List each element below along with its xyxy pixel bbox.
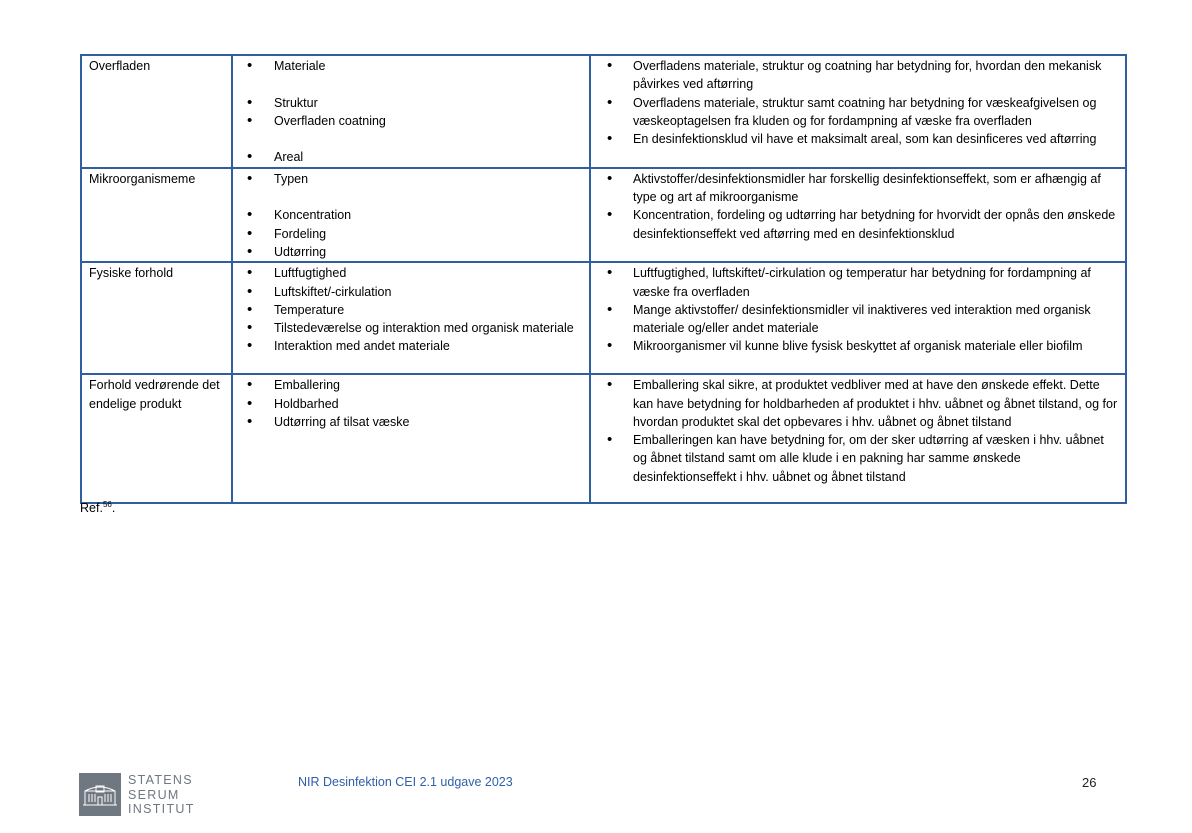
list-item: • Struktur — [240, 94, 583, 112]
list-item: • Interaktion med andet materiale — [240, 337, 583, 355]
list-item: • En desinfektionsklud vil have et maksimalt areal, som kan desinficeres ved aftørring — [598, 130, 1119, 148]
notes-cell — [590, 55, 1126, 168]
list-item: • Fordeling — [240, 225, 583, 243]
items-cell — [232, 262, 590, 374]
building-icon — [79, 773, 121, 816]
list-item: • Overfladens materiale, struktur samt coatning har betydning for væskeafgivelsen og væskeoptagelsen fra kluden og for fordampning af væske fra overfladen — [598, 94, 1119, 131]
list-item: • Luftskiftet/-cirkulation — [240, 283, 583, 301]
factor-cell: Mikroorganismeme — [81, 168, 232, 262]
logo-line: SERUM — [128, 787, 180, 802]
factor-cell: Overfladen — [81, 55, 232, 168]
list-item: • Mange aktivstoffer/ desinfektionsmidler vil inaktiveres ved interaktion med organisk materiale og/eller andet materiale — [598, 301, 1119, 338]
list-item: • Aktivstoffer/desinfektionsmidler har forskellig desinfektionseffekt, som er afhængig af type og art af mikroorganisme — [598, 170, 1119, 207]
list-item: • Tilstedeværelse og interaktion med organisk materiale — [240, 319, 583, 337]
list-item: • Mikroorganismer vil kunne blive fysisk beskyttet af organisk materiale eller biofilm — [598, 337, 1119, 355]
list-item: • Areal — [240, 148, 583, 166]
factors-table — [80, 54, 1127, 504]
factor-cell: Forhold vedrørende det endelige produkt — [81, 374, 232, 503]
list-item: • Koncentration, fordeling og udtørring har betydning for hvorvidt der opnås den ønskede desinfektionseffekt ved aftørring med en desinfektionsklud — [598, 206, 1119, 243]
list-item: • Overfladens materiale, struktur og coatning har betydning for, hvordan den mekanisk påvirkes ved aftørring — [598, 57, 1119, 94]
document-title: NIR Desinfektion CEI 2.1 udgave 2023 — [298, 775, 513, 789]
notes-cell — [590, 262, 1126, 374]
table-row — [81, 55, 1126, 168]
notes-cell — [590, 168, 1126, 262]
items-cell — [232, 168, 590, 262]
logo-line: INSTITUT — [128, 802, 195, 816]
list-item: • Udtørring af tilsat væske — [240, 413, 583, 431]
list-item: • Emballering skal sikre, at produktet vedbliver med at have den ønskede effekt. Dette kan have betydning for holdbarheden af produktet i hhv. uåbnet og åbnet tilstand, og for hvordan produktet skal det opbevares i hhv. uåbnet og åbnet tilstand — [598, 376, 1119, 431]
list-item: • Overfladen coatning — [240, 112, 583, 130]
items-cell — [232, 55, 590, 168]
table-row — [81, 374, 1126, 503]
items-cell — [232, 374, 590, 503]
list-item: • Koncentration — [240, 206, 583, 224]
reference-number: 56 — [102, 500, 112, 509]
ssi-logo — [79, 773, 195, 817]
reference-label: Ref. — [80, 501, 103, 515]
table-row — [81, 262, 1126, 374]
list-item: • Emballeringen kan have betydning for, om der sker udtørring af væsken i hhv. uåbnet og åbnet tilstand samt om alle klude i en pakning har samme ønskede desinfektionseffekt i hhv. uåbnet og åbnet tilstand — [598, 431, 1119, 486]
list-item: • Holdbarhed — [240, 395, 583, 413]
logo-line: STATENS — [128, 773, 193, 787]
list-item: • Materiale — [240, 57, 583, 75]
list-item: • Typen — [240, 170, 583, 188]
notes-cell — [590, 374, 1126, 503]
table-row — [81, 168, 1126, 262]
list-item: • Luftfugtighed — [240, 264, 583, 282]
list-item: • Temperature — [240, 301, 583, 319]
list-item: • Luftfugtighed, luftskiftet/-cirkulation og temperatur har betydning for fordampning af væske fra overfladen — [598, 264, 1119, 301]
reference-suffix: . — [111, 501, 116, 515]
reference-note — [80, 500, 115, 515]
logo-wordmark — [128, 773, 195, 817]
list-item: • Emballering — [240, 376, 583, 394]
factor-cell: Fysiske forhold — [81, 262, 232, 374]
page-number: 26 — [1082, 775, 1097, 790]
list-item: • Udtørring — [240, 243, 583, 261]
